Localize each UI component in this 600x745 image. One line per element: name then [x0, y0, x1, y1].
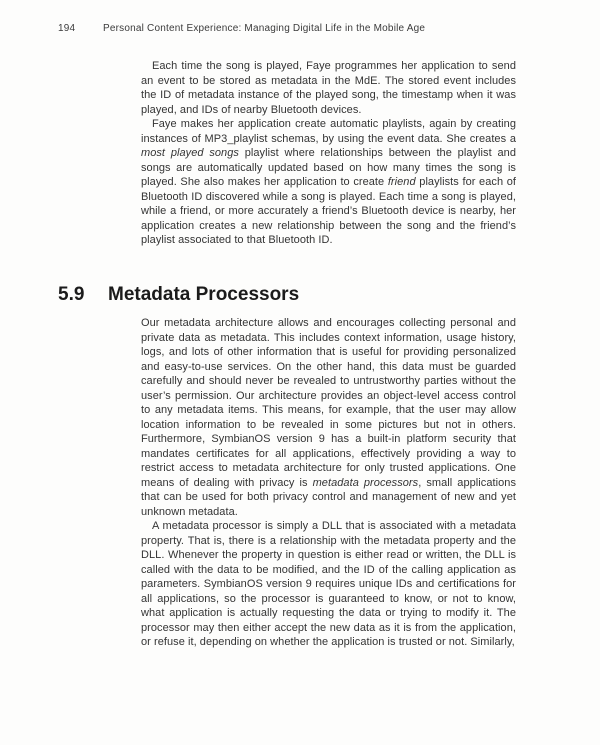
section-text-block: [141, 316, 516, 650]
italic-text-run: most played songs: [141, 147, 239, 159]
paragraph: [141, 519, 516, 650]
paragraph: [141, 316, 516, 519]
paragraph: [141, 117, 516, 248]
section-heading: [58, 284, 299, 306]
section-number: 5.9: [58, 284, 85, 305]
section-title: Metadata Processors: [108, 284, 300, 305]
text-run: Each time the song is played, Faye programmes her application to send an event to be stored as metadata in the MdE. The stored event includes the ID of metadata instance of the played song, the timestamp when it was played, and IDs of nearby Bluetooth devices.: [141, 60, 516, 116]
text-run: playlist where relationships between the playlist and songs are automatically updated based on how many times the song is played. She also makes her application to create: [141, 147, 516, 188]
paragraph: [141, 59, 516, 117]
italic-text-run: metadata processors: [312, 476, 419, 489]
text-run: playlists for each of Bluetooth ID discovered while a song is played. Each time a song is played, while a friend, or more accurately a friend’s Bluetooth device is nearby, her application creates a new relationship between the song and the friend’s playlist associated to that Bluetooth ID.: [141, 176, 516, 246]
text-run: Our metadata architecture allows and encourages collecting personal and private data as metadata. This includes context information, usage history, logs, and lots of other information that is useful for providing personalized and easy-to-use services. On the other hand, this data must be guarded carefully and should never be revealed to untrustworthy parties without the user’s permission. Our architecture provides an object-level access control to any metadata items. This means, for example, that the user may allow location information to be revealed in some pictures but not in others. Furthermore, SymbianOS version 9 has a built-in platform security that mandates certificates for all applications, effectively providing a way to restrict access to metadata architecture for only trusted applications. One means of dealing with privacy is: [141, 317, 516, 489]
text-run: , small applications that can be used for both privacy control and management of new and yet unknown metadata.: [141, 476, 516, 518]
page-number: 194: [58, 23, 76, 34]
intro-text-block: [141, 59, 516, 248]
text-run: A metadata processor is simply a DLL that is associated with a metadata property. That is, there is a relationship with the metadata property and the DLL. Whenever the property in question is either read or written, the DLL is called with the data to be modified, and the ID of the calling application as parameters. SymbianOS version 9 requires unique IDs and certifications for all applications, so the processor is guaranteed to know, or not to know, what application is actually requesting the data or trying to modify it. The processor may then either accept the new data as it is from the application, or refuse it, depending on whether the application is trusted or not. Similarly,: [141, 520, 516, 648]
page-header: [58, 23, 425, 35]
italic-text-run: friend: [387, 176, 416, 188]
running-title: Personal Content Experience: Managing Digital Life in the Mobile Age: [103, 23, 426, 34]
text-run: Faye makes her application create automatic playlists, again by creating instances of MP3_playlist schemas, by using the event data. She creates a: [141, 118, 516, 145]
